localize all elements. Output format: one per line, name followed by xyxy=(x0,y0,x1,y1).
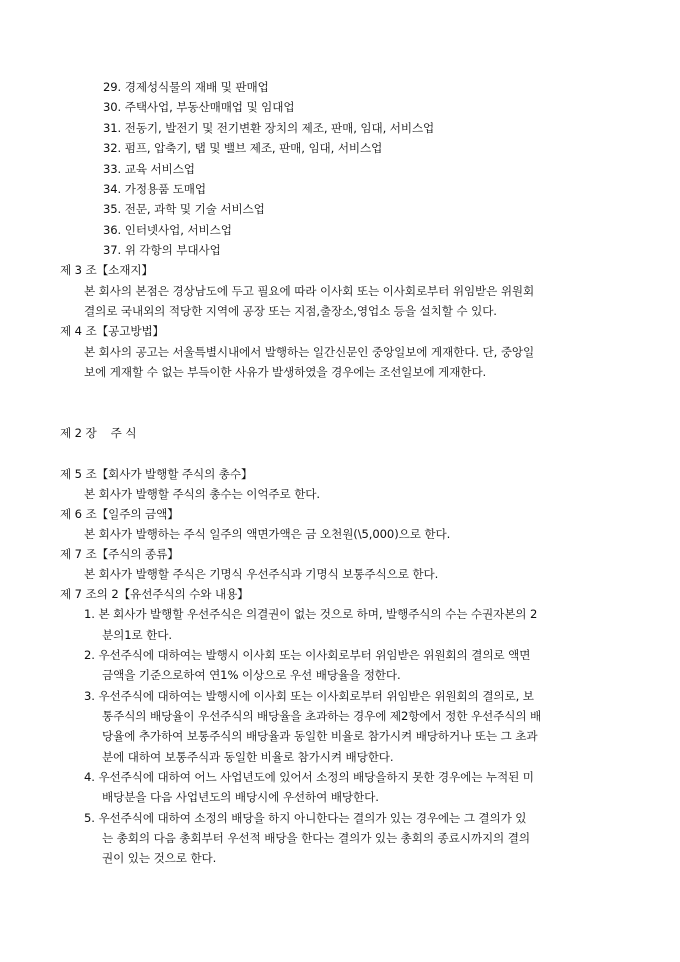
clause-continuation: 권이 있는 것으로 한다. xyxy=(102,851,217,865)
purpose-item: 30. 주택사업, 부동산매매업 및 임대업 xyxy=(103,100,295,114)
article-heading: 제 4 조【공고방법】 xyxy=(60,324,165,338)
article-text: 결의로 국내외의 적당한 지역에 공장 또는 지점,출장소,영업소 등을 설치할 수 있다. xyxy=(84,304,497,318)
numbered-clause: 3. 우선주식에 대하여는 발행시에 이사회 또는 이사회로부터 위임받은 위원회의 결의로, 보 xyxy=(84,689,534,703)
numbered-clause: 5. 우선주식에 대하여 소정의 배당을 하지 아니한다는 결의가 있는 경우에는 그 결의가 있 xyxy=(84,811,527,825)
numbered-clause: 2. 우선주식에 대하여는 발행시 이사회 또는 이사회로부터 위임받은 위원회의 결의로 액면 xyxy=(84,648,531,662)
chapter-heading xyxy=(60,425,136,441)
chapter-title: 주 식 xyxy=(110,426,137,440)
clause-continuation: 통주식의 배당율이 우선주식의 배당율을 초과하는 경우에 제2항에서 정한 우선주식의 배 xyxy=(102,709,542,723)
purpose-item: 33. 교육 서비스업 xyxy=(103,162,195,176)
article-text: 본 회사가 발행하는 주식 일주의 액면가액은 금 오천원(\5,000)으로 한다. xyxy=(84,527,451,541)
article-text: 본 회사가 발행할 주식의 총수는 이억주로 한다. xyxy=(84,487,320,501)
article-heading: 제 3 조【소재지】 xyxy=(60,263,153,277)
chapter-number: 제 2 장 xyxy=(60,426,97,440)
clause-continuation: 당율에 추가하여 보통주식의 배당율과 동일한 비율로 참가시켜 배당하거나 또는 그 초과 xyxy=(102,729,538,743)
article-heading: 제 7 조의 2【유선주식의 수와 내용】 xyxy=(60,587,249,601)
purpose-item: 36. 인터넷사업, 서비스업 xyxy=(103,223,232,237)
clause-continuation: 는 총회의 다음 총회부터 우선적 배당을 한다는 결의가 있는 총회의 종료시까지의 결의 xyxy=(102,831,530,845)
purpose-item: 32. 펌프, 압축기, 탭 및 밸브 제조, 판매, 임대, 서비스업 xyxy=(103,141,383,155)
article-heading: 제 7 조【주식의 종류】 xyxy=(60,547,179,561)
purpose-item: 35. 전문, 과학 및 기술 서비스업 xyxy=(103,202,265,216)
numbered-clause: 1. 본 회사가 발행할 우선주식은 의결권이 없는 것으로 하며, 발행주식의 수는 수권자본의 2 xyxy=(84,607,538,621)
purpose-item: 31. 전동기, 발전기 및 전기변환 장치의 제조, 판매, 임대, 서비스업 xyxy=(103,121,435,135)
clause-continuation: 금액을 기준으로하여 연1% 이상으로 우선 배당율을 정한다. xyxy=(102,668,401,682)
article-heading: 제 5 조【회사가 발행할 주식의 총수】 xyxy=(60,467,253,481)
purpose-item: 34. 가정용품 도매업 xyxy=(103,182,207,196)
article-heading: 제 6 조【일주의 금액】 xyxy=(60,507,179,521)
clause-continuation: 분의1로 한다. xyxy=(102,628,172,642)
numbered-clause: 4. 우선주식에 대하여 어느 사업년도에 있어서 소정의 배당을하지 못한 경우에는 누적된 미 xyxy=(84,770,534,784)
article-text: 보에 게재할 수 없는 부득이한 사유가 발생하였을 경우에는 조선일보에 게재한다. xyxy=(84,365,487,379)
article-text: 본 회사의 본점은 경상남도에 두고 필요에 따라 이사회 또는 이사회로부터 위임받은 위원회 xyxy=(84,284,535,298)
clause-continuation: 배당분을 다음 사업년도의 배당시에 우선하여 배당한다. xyxy=(102,790,379,804)
purpose-item: 29. 경제성식물의 재배 및 판매업 xyxy=(103,80,269,94)
purpose-item: 37. 위 각항의 부대사업 xyxy=(103,243,221,257)
article-text: 본 회사의 공고는 서울특별시내에서 발행하는 일간신문인 중앙일보에 게재한다. 단, 중앙일 xyxy=(84,345,535,359)
clause-continuation: 분에 대하여 보통주식과 동일한 비율로 참가시켜 배당한다. xyxy=(102,750,394,764)
article-text: 본 회사가 발행할 주식은 기명식 우선주식과 기명식 보통주식으로 한다. xyxy=(84,567,439,581)
